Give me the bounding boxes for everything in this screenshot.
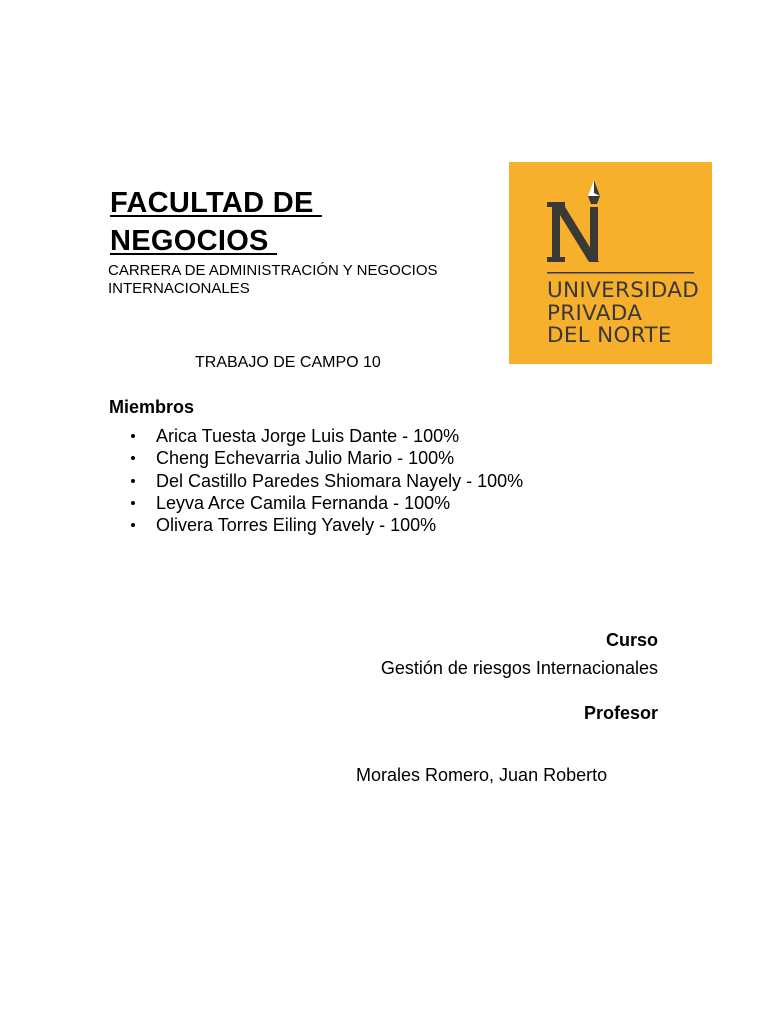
professor-name: Morales Romero, Juan Roberto <box>356 765 608 785</box>
list-item <box>128 470 523 492</box>
bullet-icon <box>131 523 135 527</box>
university-name-line3: DEL NORTE <box>547 323 672 348</box>
bullet-icon <box>131 434 135 438</box>
bullet-icon <box>131 479 135 483</box>
course-heading: Curso <box>605 630 658 650</box>
list-item <box>128 492 523 514</box>
member-name: Leyva Arce Camila Fernanda - 100% <box>156 492 451 513</box>
member-name: Arica Tuesta Jorge Luis Dante - 100% <box>156 426 460 446</box>
university-name-line2: PRIVADA <box>547 300 643 326</box>
career-line2: INTERNACIONALES <box>108 280 250 297</box>
list-item <box>128 425 523 447</box>
course-name: Gestión de riesgos Internacionales <box>380 658 658 678</box>
university-name <box>547 280 699 348</box>
bullet-icon <box>131 501 135 505</box>
list-item <box>128 514 523 536</box>
career-subtitle <box>108 262 508 298</box>
bullet-icon <box>131 456 135 460</box>
work-title: TRABAJO DE CAMPO 10 <box>195 354 381 371</box>
university-name-line1: UNIVERSIDAD <box>547 278 700 303</box>
member-name: Del Castillo Paredes Shiomara Nayely - 100% <box>156 470 524 491</box>
university-logo <box>509 162 712 364</box>
faculty-title-line1: FACULTAD DE <box>110 187 322 219</box>
professor-heading: Profesor <box>583 703 658 723</box>
list-item <box>128 447 523 469</box>
members-heading: Miembros <box>109 397 195 417</box>
members-list <box>128 425 523 536</box>
faculty-title <box>110 184 440 260</box>
career-line1: CARRERA DE ADMINISTRACIÓN Y NEGOCIOS <box>108 262 438 279</box>
faculty-title-line2: NEGOCIOS <box>110 225 278 257</box>
member-name: Olivera Torres Eiling Yavely - 100% <box>156 515 437 536</box>
member-name: Cheng Echevarria Julio Mario - 100% <box>156 448 455 469</box>
